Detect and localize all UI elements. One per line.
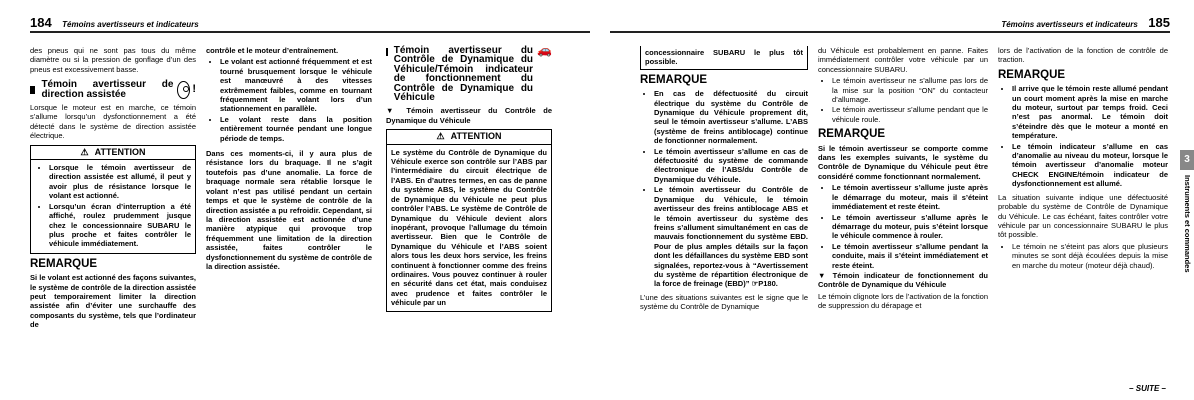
left-page (0, 0, 590, 400)
square-bullet-icon (30, 86, 35, 94)
list-item: • Lorsqu’un écran d’interruption a été affiché, roulez prudemment jusque chez le concessionnaire SUBARU le plus proche et faites contrôler le véhicule immédiatement. (49, 202, 191, 249)
list-item: • Le témoin avertisseur s’allume après le démarrage du moteur, puis s’éteint lorsque le véhicule commence à rouler. (832, 213, 988, 241)
heading-text: Témoin avertisseur de direction assistée (41, 79, 174, 100)
list-item: • Le témoin avertisseur s’allume pendant que le véhicule roule. (832, 105, 988, 124)
list-item: • Le volant reste dans la position entièrement tournée pendant une longue période de temps. (220, 115, 372, 143)
list-item: • Le témoin avertisseur s’allume pendant la conduite, mais il s’éteint immédiatement et reste éteint. (832, 242, 988, 270)
paragraph: L’une des situations suivantes est le signe que le système du Contrôle de Dynamique (640, 292, 808, 312)
attention-title: ATTENTION (450, 131, 502, 142)
attention-body (31, 160, 195, 253)
square-bullet-icon (386, 48, 388, 56)
paragraph: Si le témoin avertisseur se comporte comme dans les exemples suivants, le système du Contrôle de Dynamique du Véhicule peut être considéré comme fonctionnant normalement. (818, 143, 988, 181)
paragraph: des pneus qui ne sont pas tous du même diamètre ou si la pression de gonflage d’un des pneus est excessivement basse. (30, 46, 196, 74)
left-header-rule (30, 31, 590, 33)
attention-body: Le système du Contrôle de Dynamique du Véhicule exerce son contrôle sur l’ABS par l’intermédiaire du circuit électrique de l’ABS. En d’autres termes, en cas de panne du système ABS, le système du Contrôle de Dynamique du Véhicule ne peut plus contrôler l’ABS. Le système de Contrôle de Dynamique du Véhicule devient alors inopérant, provoque l’allumage du témoin avertisseur. Bien que le Contrôle de Dynamique du Véhicule et l’ABS soient alors tous les deux hors service, les freins continuent à fonctionner comme des freins ordinaires. Vous pouvez continuer à rouler en sécurité dans cet état, mais conduisez avec prudence et faites contrôler le véhicule par un (391, 147, 547, 308)
remarque-heading: REMARQUE (818, 128, 886, 141)
list-item: • Le témoin avertisseur s’allume juste après le démarrage du moteur, mais il s’éteint immédiatement et reste éteint. (832, 183, 988, 211)
section-heading (30, 80, 196, 99)
chapter-tab: 3 (1180, 150, 1194, 170)
list-item: • Le témoin avertisseur s’allume en cas de défectuosité du système de commande électronique de l’ABS/du Contrôle de Dynamique du Véhicule. (654, 147, 808, 185)
right-page-title: Témoins avertisseurs et indicateurs (1001, 20, 1138, 29)
left-col3 (386, 43, 552, 316)
right-col3 (998, 46, 1168, 271)
attention-title: ATTENTION (94, 146, 146, 157)
sub-heading-text: Témoin indicateur de fonctionnement du Contrôle de Dynamique du Véhicule (818, 270, 988, 290)
paragraph: Si le volant est actionné des façons suivantes, le système de contrôle de la direction assistée peut temporairement limiter la direction assistée afin d’éviter une surchauffe des composants du système, tels que l’ordinateur de (30, 273, 196, 330)
continued-attention-box: concessionnaire SUBARU le plus tôt possible. (640, 46, 808, 70)
paragraph: Le témoin clignote lors de l’activation de la fonction de suppression du dérapage et (818, 291, 988, 311)
paragraph: du Véhicule est probablement en panne. Faites immédiatement contrôler votre véhicule par un concessionnaire SUBARU. (818, 46, 988, 74)
warning-triangle-icon: ⚠ (436, 131, 445, 142)
right-header-rule (610, 31, 1170, 33)
left-page-number: 184 (30, 15, 52, 30)
vehicle-dynamics-icon: 🚗 (537, 43, 552, 57)
exclamation-icon: ! (192, 82, 196, 95)
right-page (610, 0, 1194, 400)
sub-heading: ▼ Témoin avertisseur du Contrôle de Dynamique du Véhicule (386, 106, 552, 125)
continued-marker: – SUITE – (1129, 384, 1166, 393)
list-item: • Il arrive que le témoin reste allumé pendant un court moment après la mise en marche du moteur, surtout par temps froid. Ceci n’est pas anormal. Le témoin doit s’éteindre dès que le moteur a monté en température. (1012, 84, 1168, 140)
remarque-heading: REMARQUE (640, 73, 708, 86)
left-page-title: Témoins avertisseurs et indicateurs (62, 20, 199, 29)
right-page-number: 185 (1148, 15, 1170, 30)
remarque-heading: REMARQUE (998, 68, 1066, 81)
list-item: • En cas de défectuosité du circuit électrique du système du Contrôle de Dynamique du Véhicule proprement dit, seul le témoin avertisseur s’allume. L’ABS (système de freins antiblocage) continue de fonctionner normalement. (654, 89, 808, 145)
chapter-tab-label: Instruments et commandes (1183, 175, 1192, 273)
list-item: • Le témoin avertisseur du Contrôle de Dynamique du Véhicule, le témoin avertisseur des freins antiblocage ABS et le témoin avertisseur du système des freins s’allument simultanément en cas de mauvais fonctionnement du système EBD. Pour de plus amples détails sur la façon dont les défaillances du système EBD sont signalées, reportez-vous à “Avertissement du système de répartition électronique de la force de freinage (EBD)” ☞P180. (654, 185, 808, 288)
attention-box (386, 129, 552, 311)
list-item: • Lorsque le témoin avertisseur de direction assistée est allumé, il peut y avoir plus de résistance lorsque le volant est actionné. (49, 163, 191, 201)
paragraph: La situation suivante indique une défectuosité probable du système de Contrôle de Dynamique du Véhicule. Le cas échéant, faites contrôler votre véhicule par un concessionnaire SUBARU le plus tôt possible. (998, 192, 1168, 240)
attention-box (30, 145, 196, 254)
left-col1 (30, 46, 196, 332)
list-item: • Le témoin ne s’éteint pas alors que plusieurs minutes se sont déjà écoulées depuis la mise en marche du moteur (moteur déjà chaud). (1012, 242, 1168, 270)
paragraph: Lorsque le moteur est en marche, ce témoin s’allume lorsqu’un dysfonctionnement a été détecté dans le système de direction assistée électrique. (30, 103, 196, 141)
section-heading (386, 43, 552, 104)
left-col2 (206, 46, 372, 273)
attention-header (387, 130, 551, 144)
list-item: • Le témoin indicateur s’allume en cas d’anomalie au niveau du moteur, lorsque le témoin avertisseur d’anomalie moteur CHECK ENGINE/témoin indicateur de dysfonctionnement est allumé. (1012, 142, 1168, 189)
attention-header (31, 146, 195, 160)
right-col2 (818, 46, 988, 313)
steering-warning-icon (177, 81, 190, 99)
right-col1 (640, 46, 808, 314)
list-item: • Le témoin avertisseur ne s’allume pas lors de la mise sur la position “ON” du contacteur d’allumage. (832, 76, 988, 104)
list-item: • Le volant est actionné fréquemment et est tourné brusquement lorsque le véhicule est manœuvré à des vitesses extrêmement faibles, comme en tournant fréquemment le volant lors d’un stationnement en parallèle. (220, 57, 372, 113)
paragraph: Dans ces moments-ci, il y aura plus de résistance lors du braquage. Il ne s’agit toutefois pas d’une anomalie. La force de braquage normale sera rétablie lorsque le volant n’est pas utilisé pendant un certain temps et que le système de contrôle de la direction assistée a pu refroidir. Cependant, si la direction assistée est actionnée d’une manière atypique qui provoque trop fréquemment une limitation de la direction assistée, faites contrôler le dysfonctionnement du système de contrôle de la direction assistée. (206, 149, 372, 271)
paragraph: contrôle et le moteur d’entraînement. (206, 46, 339, 55)
sub-heading-text: Témoin avertisseur du Contrôle de Dynamique du Véhicule (386, 106, 552, 125)
paragraph: lors de l’activation de la fonction de contrôle de traction. (998, 46, 1168, 65)
warning-triangle-icon: ⚠ (80, 146, 89, 157)
remarque-heading: REMARQUE (30, 257, 98, 270)
sub-heading: ▼ Témoin indicateur de fonctionnement du Contrôle de Dynamique du Véhicule (818, 270, 988, 290)
heading-text: Témoin avertisseur du Contrôle de Dynamique du Véhicule/Témoin indicateur de fonctionnement du Contrôle de Dynamique du Véhicule (393, 45, 534, 104)
